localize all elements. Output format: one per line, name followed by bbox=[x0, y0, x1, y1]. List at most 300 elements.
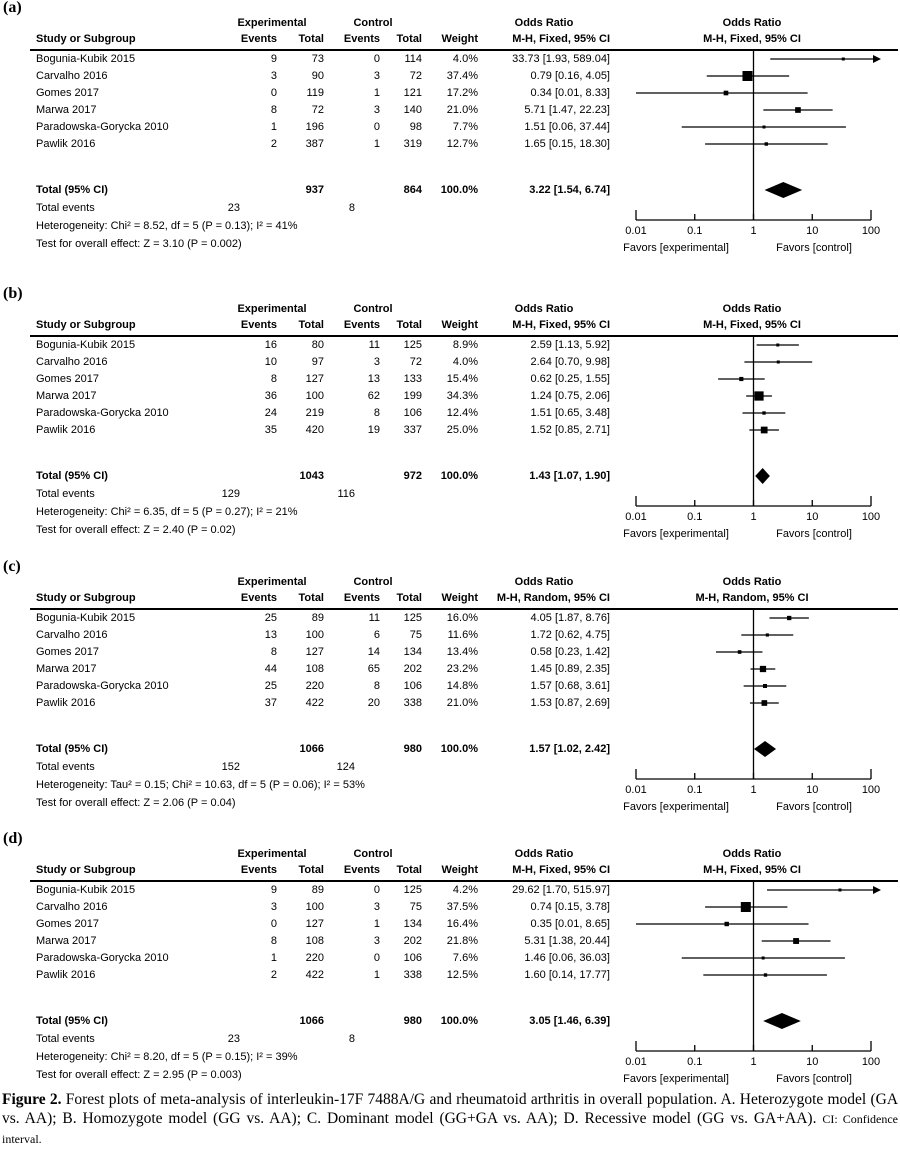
effect-marker bbox=[760, 666, 766, 672]
effect-marker bbox=[838, 889, 841, 892]
exp-events: 25 bbox=[264, 680, 277, 692]
group-header-row bbox=[30, 846, 898, 862]
weight: 11.6% bbox=[447, 629, 478, 641]
study-name: Marwa 2017 bbox=[36, 935, 97, 947]
ctrl-total: 338 bbox=[403, 697, 422, 709]
exp-total: 420 bbox=[305, 424, 324, 436]
ctrl-events: 0 bbox=[373, 121, 380, 133]
figure-caption-note: CI: Confidence interval. bbox=[2, 1112, 899, 1146]
exp-events: 37 bbox=[264, 697, 277, 709]
study-name: Paradowska-Gorycka 2010 bbox=[36, 121, 169, 133]
ctrl-events: 3 bbox=[373, 70, 380, 82]
x-tick-label: 10 bbox=[806, 1056, 819, 1068]
odds-ratio-ci: 0.74 [0.15, 3.78] bbox=[530, 901, 610, 913]
x-tick-label: 1 bbox=[750, 784, 757, 796]
effect-marker bbox=[724, 91, 729, 96]
ctrl-total: 114 bbox=[404, 53, 422, 65]
group-header-row bbox=[30, 15, 898, 31]
forest-plot-c bbox=[616, 608, 900, 825]
forest-plot-d bbox=[616, 880, 900, 1097]
odds-ratio-ci: 1.45 [0.89, 2.35] bbox=[530, 663, 610, 675]
panel-label-b: (b) bbox=[3, 285, 23, 302]
x-tick-label: 100 bbox=[861, 225, 881, 237]
x-tick-label: 0.1 bbox=[687, 511, 703, 523]
study-name: Gomes 2017 bbox=[36, 373, 99, 385]
x-tick-label: 0.01 bbox=[625, 1056, 647, 1068]
overall-effect-text: Test for overall effect: Z = 3.10 (P = 0.002) bbox=[36, 238, 242, 250]
col-study: Study or Subgroup bbox=[36, 592, 136, 604]
odds-ratio-ci: 1.52 [0.85, 2.71] bbox=[530, 424, 610, 436]
x-tick-label: 0.1 bbox=[687, 1056, 703, 1068]
group-header-row bbox=[30, 574, 898, 590]
ctrl-total: 134 bbox=[403, 918, 422, 930]
exp-total: 119 bbox=[306, 87, 324, 99]
odds-ratio-ci: 1.60 [0.14, 17.77] bbox=[524, 969, 610, 981]
total-events-label: Total events bbox=[36, 1033, 95, 1045]
x-tick-label: 0.01 bbox=[625, 225, 647, 237]
figure-caption-label: Figure 2. bbox=[2, 1091, 62, 1108]
ctrl-events: 3 bbox=[373, 901, 380, 913]
exp-events: 8 bbox=[270, 373, 277, 385]
pooled-diamond bbox=[765, 182, 803, 198]
odds-ratio-ci: 33.73 [1.93, 589.04] bbox=[512, 53, 610, 65]
ctrl-events: 11 bbox=[368, 339, 380, 351]
odds-ratio-ci: 1.46 [0.06, 36.03] bbox=[524, 952, 610, 964]
col-study: Study or Subgroup bbox=[36, 864, 136, 876]
ctrl-events: 1 bbox=[373, 969, 380, 981]
col-events: Events bbox=[343, 592, 380, 604]
study-name: Marwa 2017 bbox=[36, 663, 97, 675]
x-tick-label: 0.1 bbox=[687, 784, 703, 796]
col-events: Events bbox=[240, 592, 277, 604]
total-exp-total: 1066 bbox=[299, 743, 324, 755]
exp-total: 422 bbox=[305, 697, 324, 709]
weight: 12.4% bbox=[446, 407, 478, 419]
exp-events: 3 bbox=[270, 70, 277, 82]
exp-events: 2 bbox=[270, 138, 277, 150]
exp-events: 1 bbox=[270, 952, 277, 964]
col-effect-method-plot: M-H, Fixed, 95% CI bbox=[703, 864, 801, 876]
col-group-odds-ratio: Odds Ratio bbox=[514, 17, 574, 29]
col-effect-method: M-H, Fixed, 95% CI bbox=[512, 33, 610, 45]
total-events-exp: 23 bbox=[227, 1033, 240, 1045]
ctrl-events: 0 bbox=[373, 884, 380, 896]
col-group-experimental: Experimental bbox=[237, 576, 307, 588]
total-weight: 100.0% bbox=[440, 1015, 478, 1027]
exp-total: 80 bbox=[311, 339, 324, 351]
study-name: Bogunia-Kubik 2015 bbox=[36, 884, 136, 896]
exp-total: 73 bbox=[311, 53, 324, 65]
ctrl-events: 1 bbox=[373, 918, 380, 930]
ctrl-total: 72 bbox=[409, 356, 422, 368]
weight: 37.4% bbox=[446, 70, 478, 82]
total-events-ctrl: 8 bbox=[348, 202, 355, 214]
col-effect-method-plot: M-H, Fixed, 95% CI bbox=[703, 319, 801, 331]
x-tick-label: 1 bbox=[750, 225, 757, 237]
effect-marker bbox=[738, 650, 742, 654]
weight: 4.0% bbox=[452, 53, 478, 65]
favors-left-label: Favors [experimental] bbox=[623, 242, 729, 254]
ctrl-events: 8 bbox=[373, 407, 380, 419]
ctrl-total: 337 bbox=[403, 424, 422, 436]
weight: 14.8% bbox=[446, 680, 478, 692]
odds-ratio-ci: 0.35 [0.01, 8.65] bbox=[530, 918, 610, 930]
study-name: Paradowska-Gorycka 2010 bbox=[36, 680, 169, 692]
exp-total: 127 bbox=[305, 918, 324, 930]
total-events-label: Total events bbox=[36, 761, 95, 773]
col-group-experimental: Experimental bbox=[237, 848, 307, 860]
heterogeneity-text: Heterogeneity: Tau² = 0.15; Chi² = 10.63, df = 5 (P = 0.06); I² = 53% bbox=[36, 779, 365, 791]
odds-ratio-ci: 1.51 [0.06, 37.44] bbox=[524, 121, 610, 133]
weight: 12.5% bbox=[446, 969, 478, 981]
total-odds-ratio-ci: 3.05 [1.46, 6.39] bbox=[529, 1015, 610, 1027]
figure-caption-text: Forest plots of meta-analysis of interleukin-17F 7488A/G and rheumatoid arthritis in overall population. A. Heterozygote model (GA vs. AA); B. Homozygote model (GG vs. AA); C. Dominant model (GG+GA vs. AA); D. Recessive model (GG vs. GA+AA). bbox=[2, 1091, 899, 1127]
total-exp-total: 937 bbox=[305, 184, 324, 196]
x-tick-label: 0.01 bbox=[625, 784, 647, 796]
exp-events: 0 bbox=[270, 918, 277, 930]
x-tick-label: 10 bbox=[806, 784, 819, 796]
study-name: Carvalho 2016 bbox=[36, 629, 108, 641]
total-exp-total: 1043 bbox=[299, 470, 324, 482]
effect-marker bbox=[795, 107, 801, 113]
total-weight: 100.0% bbox=[440, 470, 478, 482]
total-events-ctrl: 116 bbox=[337, 488, 355, 500]
panel-label-c: (c) bbox=[3, 558, 21, 575]
study-name: Pawlik 2016 bbox=[36, 138, 96, 150]
ci-arrow-right bbox=[873, 886, 881, 894]
ctrl-events: 1 bbox=[373, 138, 380, 150]
ctrl-total: 319 bbox=[403, 138, 422, 150]
col-group-odds-ratio-plot: Odds Ratio bbox=[722, 303, 782, 315]
odds-ratio-ci: 0.79 [0.16, 4.05] bbox=[530, 70, 610, 82]
ctrl-events: 65 bbox=[367, 663, 380, 675]
total-odds-ratio-ci: 3.22 [1.54, 6.74] bbox=[529, 184, 610, 196]
exp-total: 422 bbox=[305, 969, 324, 981]
forest-panel-b bbox=[0, 285, 900, 546]
effect-marker bbox=[763, 126, 766, 129]
odds-ratio-ci: 4.05 [1.87, 8.76] bbox=[530, 612, 610, 624]
forest-plot-a bbox=[616, 49, 900, 266]
col-effect-method: M-H, Random, 95% CI bbox=[496, 592, 610, 604]
favors-right-label: Favors [control] bbox=[776, 528, 852, 540]
total-events-ctrl: 8 bbox=[348, 1033, 355, 1045]
col-study: Study or Subgroup bbox=[36, 319, 136, 331]
effect-marker bbox=[742, 71, 752, 81]
study-name: Gomes 2017 bbox=[36, 646, 99, 658]
ctrl-total: 125 bbox=[403, 339, 422, 351]
study-name: Marwa 2017 bbox=[36, 104, 97, 116]
total-events-label: Total events bbox=[36, 202, 95, 214]
exp-events: 2 bbox=[270, 969, 277, 981]
odds-ratio-ci: 5.31 [1.38, 20.44] bbox=[524, 935, 610, 947]
col-total: Total bbox=[396, 592, 422, 604]
col-study: Study or Subgroup bbox=[36, 33, 136, 45]
exp-events: 35 bbox=[264, 424, 277, 436]
col-effect-method: M-H, Fixed, 95% CI bbox=[512, 319, 610, 331]
study-name: Pawlik 2016 bbox=[36, 424, 96, 436]
ctrl-events: 0 bbox=[373, 952, 380, 964]
weight: 13.4% bbox=[446, 646, 478, 658]
exp-events: 36 bbox=[264, 390, 277, 402]
effect-marker bbox=[766, 633, 769, 636]
ctrl-events: 62 bbox=[367, 390, 380, 402]
total-odds-ratio-ci: 1.43 [1.07, 1.90] bbox=[529, 470, 610, 482]
col-effect-method-plot: M-H, Random, 95% CI bbox=[695, 592, 809, 604]
ctrl-total: 338 bbox=[403, 969, 422, 981]
ctrl-total: 125 bbox=[403, 612, 422, 624]
col-total: Total bbox=[298, 864, 324, 876]
exp-events: 9 bbox=[270, 884, 277, 896]
column-header-row bbox=[30, 590, 898, 610]
weight: 16.0% bbox=[446, 612, 478, 624]
ctrl-total: 202 bbox=[403, 663, 422, 675]
total-events-exp: 129 bbox=[221, 488, 240, 500]
total-ctrl-total: 864 bbox=[403, 184, 422, 196]
col-weight: Weight bbox=[441, 864, 478, 876]
ctrl-events: 0 bbox=[373, 53, 380, 65]
figure-caption bbox=[2, 1090, 898, 1149]
exp-total: 127 bbox=[305, 646, 324, 658]
effect-marker bbox=[787, 616, 791, 620]
column-header-row bbox=[30, 862, 898, 882]
effect-marker bbox=[739, 377, 743, 381]
effect-marker bbox=[762, 700, 768, 706]
col-events: Events bbox=[343, 33, 380, 45]
study-name: Carvalho 2016 bbox=[36, 356, 108, 368]
weight: 21.0% bbox=[446, 697, 478, 709]
favors-left-label: Favors [experimental] bbox=[623, 1073, 729, 1085]
odds-ratio-ci: 1.72 [0.62, 4.75] bbox=[530, 629, 610, 641]
exp-total: 100 bbox=[305, 629, 324, 641]
ci-arrow-right bbox=[873, 55, 881, 63]
col-events: Events bbox=[240, 319, 277, 331]
total-label: Total (95% CI) bbox=[36, 184, 108, 196]
col-weight: Weight bbox=[441, 319, 478, 331]
exp-total: 108 bbox=[305, 935, 324, 947]
x-tick-label: 1 bbox=[750, 1056, 757, 1068]
weight: 7.6% bbox=[452, 952, 478, 964]
ctrl-total: 202 bbox=[403, 935, 422, 947]
ctrl-total: 106 bbox=[403, 952, 422, 964]
weight: 4.2% bbox=[452, 884, 478, 896]
weight: 37.5% bbox=[446, 901, 478, 913]
study-name: Bogunia-Kubik 2015 bbox=[36, 53, 136, 65]
weight: 7.7% bbox=[452, 121, 478, 133]
forest-plot-svg bbox=[616, 335, 900, 547]
col-total: Total bbox=[298, 33, 324, 45]
exp-total: 127 bbox=[305, 373, 324, 385]
exp-events: 0 bbox=[270, 87, 277, 99]
x-tick-label: 0.1 bbox=[687, 225, 703, 237]
ctrl-events: 6 bbox=[373, 629, 380, 641]
total-events-ctrl: 124 bbox=[336, 761, 355, 773]
ctrl-total: 98 bbox=[409, 121, 422, 133]
exp-events: 3 bbox=[270, 901, 277, 913]
study-name: Bogunia-Kubik 2015 bbox=[36, 612, 136, 624]
total-ctrl-total: 980 bbox=[403, 743, 422, 755]
weight: 12.7% bbox=[446, 138, 478, 150]
odds-ratio-ci: 0.62 [0.25, 1.55] bbox=[530, 373, 610, 385]
exp-total: 220 bbox=[305, 952, 324, 964]
effect-marker bbox=[754, 391, 763, 400]
total-label: Total (95% CI) bbox=[36, 1015, 108, 1027]
exp-total: 90 bbox=[311, 70, 324, 82]
exp-total: 387 bbox=[305, 138, 324, 150]
effect-marker bbox=[776, 344, 779, 347]
ctrl-events: 14 bbox=[367, 646, 380, 658]
odds-ratio-ci: 1.51 [0.65, 3.48] bbox=[530, 407, 610, 419]
effect-marker bbox=[763, 684, 767, 688]
forest-plot-b bbox=[616, 335, 900, 552]
ctrl-total: 106 bbox=[403, 407, 422, 419]
col-group-control: Control bbox=[353, 17, 393, 29]
study-name: Gomes 2017 bbox=[36, 918, 99, 930]
ctrl-total: 199 bbox=[403, 390, 422, 402]
effect-marker bbox=[842, 58, 845, 61]
study-name: Marwa 2017 bbox=[36, 390, 97, 402]
effect-marker bbox=[762, 957, 765, 960]
x-tick-label: 100 bbox=[861, 1056, 881, 1068]
col-group-odds-ratio: Odds Ratio bbox=[514, 576, 574, 588]
col-weight: Weight bbox=[441, 592, 478, 604]
exp-total: 196 bbox=[305, 121, 324, 133]
study-name: Carvalho 2016 bbox=[36, 70, 108, 82]
exp-total: 108 bbox=[305, 663, 324, 675]
total-odds-ratio-ci: 1.57 [1.02, 2.42] bbox=[529, 743, 610, 755]
col-weight: Weight bbox=[441, 33, 478, 45]
odds-ratio-ci: 1.65 [0.15, 18.30] bbox=[524, 138, 610, 150]
exp-total: 97 bbox=[311, 356, 324, 368]
weight: 16.4% bbox=[446, 918, 478, 930]
forest-panel-d bbox=[0, 830, 900, 1091]
col-events: Events bbox=[240, 864, 277, 876]
favors-right-label: Favors [control] bbox=[776, 1073, 852, 1085]
odds-ratio-ci: 0.34 [0.01, 8.33] bbox=[530, 87, 610, 99]
total-events-exp: 23 bbox=[227, 202, 240, 214]
pooled-diamond bbox=[754, 741, 776, 757]
weight: 23.2% bbox=[446, 663, 478, 675]
study-name: Paradowska-Gorycka 2010 bbox=[36, 407, 169, 419]
total-events-label: Total events bbox=[36, 488, 95, 500]
forest-plot-svg bbox=[616, 49, 900, 261]
effect-marker bbox=[741, 902, 751, 912]
exp-events: 1 bbox=[270, 121, 277, 133]
weight: 15.4% bbox=[446, 373, 478, 385]
weight: 34.3% bbox=[446, 390, 478, 402]
exp-events: 16 bbox=[264, 339, 277, 351]
total-weight: 100.0% bbox=[440, 743, 478, 755]
exp-total: 89 bbox=[311, 884, 324, 896]
col-group-odds-ratio-plot: Odds Ratio bbox=[722, 848, 782, 860]
heterogeneity-text: Heterogeneity: Chi² = 8.52, df = 5 (P = 0.13); I² = 41% bbox=[36, 220, 298, 232]
col-group-experimental: Experimental bbox=[237, 17, 307, 29]
col-group-odds-ratio-plot: Odds Ratio bbox=[722, 576, 782, 588]
favors-right-label: Favors [control] bbox=[776, 242, 852, 254]
forest-plot-svg bbox=[616, 880, 900, 1092]
heterogeneity-text: Heterogeneity: Chi² = 6.35, df = 5 (P = 0.27); I² = 21% bbox=[36, 506, 298, 518]
column-header-row bbox=[30, 317, 898, 337]
total-exp-total: 1066 bbox=[299, 1015, 324, 1027]
forest-plot-svg bbox=[616, 608, 900, 820]
x-tick-label: 100 bbox=[861, 511, 881, 523]
col-group-odds-ratio-plot: Odds Ratio bbox=[722, 17, 782, 29]
exp-events: 8 bbox=[270, 646, 277, 658]
exp-events: 9 bbox=[270, 53, 277, 65]
total-label: Total (95% CI) bbox=[36, 743, 108, 755]
weight: 21.0% bbox=[446, 104, 478, 116]
pooled-diamond bbox=[755, 468, 770, 484]
exp-total: 89 bbox=[311, 612, 324, 624]
col-group-experimental: Experimental bbox=[237, 303, 307, 315]
study-name: Bogunia-Kubik 2015 bbox=[36, 339, 136, 351]
odds-ratio-ci: 2.64 [0.70, 9.98] bbox=[530, 356, 610, 368]
exp-events: 44 bbox=[264, 663, 277, 675]
col-group-odds-ratio: Odds Ratio bbox=[514, 303, 574, 315]
col-group-control: Control bbox=[353, 576, 393, 588]
overall-effect-text: Test for overall effect: Z = 2.06 (P = 0.04) bbox=[36, 797, 236, 809]
ctrl-events: 13 bbox=[367, 373, 380, 385]
exp-events: 13 bbox=[264, 629, 277, 641]
favors-left-label: Favors [experimental] bbox=[623, 528, 729, 540]
total-weight: 100.0% bbox=[440, 184, 478, 196]
weight: 17.2% bbox=[446, 87, 478, 99]
col-events: Events bbox=[240, 33, 277, 45]
odds-ratio-ci: 1.24 [0.75, 2.06] bbox=[530, 390, 610, 402]
study-name: Paradowska-Gorycka 2010 bbox=[36, 952, 169, 964]
ctrl-total: 134 bbox=[403, 646, 422, 658]
study-name: Pawlik 2016 bbox=[36, 969, 96, 981]
odds-ratio-ci: 0.58 [0.23, 1.42] bbox=[530, 646, 610, 658]
ctrl-total: 72 bbox=[409, 70, 422, 82]
effect-marker bbox=[765, 142, 768, 145]
overall-effect-text: Test for overall effect: Z = 2.40 (P = 0.02) bbox=[36, 524, 236, 536]
col-events: Events bbox=[343, 319, 380, 331]
favors-right-label: Favors [control] bbox=[776, 801, 852, 813]
ctrl-total: 121 bbox=[403, 87, 422, 99]
col-events: Events bbox=[343, 864, 380, 876]
effect-marker bbox=[762, 411, 765, 414]
ctrl-events: 19 bbox=[367, 424, 380, 436]
odds-ratio-ci: 1.53 [0.87, 2.69] bbox=[530, 697, 610, 709]
panel-label-a: (a) bbox=[3, 0, 22, 16]
exp-total: 100 bbox=[305, 390, 324, 402]
pooled-diamond bbox=[763, 1013, 801, 1029]
group-header-row bbox=[30, 301, 898, 317]
col-group-control: Control bbox=[353, 303, 393, 315]
total-ctrl-total: 980 bbox=[403, 1015, 422, 1027]
study-name: Gomes 2017 bbox=[36, 87, 99, 99]
favors-left-label: Favors [experimental] bbox=[623, 801, 729, 813]
ctrl-total: 133 bbox=[403, 373, 422, 385]
exp-total: 220 bbox=[305, 680, 324, 692]
exp-events: 25 bbox=[264, 612, 277, 624]
total-label: Total (95% CI) bbox=[36, 470, 108, 482]
ctrl-events: 3 bbox=[373, 935, 380, 947]
odds-ratio-ci: 29.62 [1.70, 515.97] bbox=[512, 884, 610, 896]
exp-events: 10 bbox=[264, 356, 277, 368]
ctrl-total: 106 bbox=[403, 680, 422, 692]
heterogeneity-text: Heterogeneity: Chi² = 8.20, df = 5 (P = 0.15); I² = 39% bbox=[36, 1051, 298, 1063]
total-ctrl-total: 972 bbox=[403, 470, 422, 482]
odds-ratio-ci: 1.57 [0.68, 3.61] bbox=[530, 680, 610, 692]
weight: 4.0% bbox=[452, 356, 478, 368]
effect-marker bbox=[793, 938, 799, 944]
exp-events: 8 bbox=[270, 104, 277, 116]
col-total: Total bbox=[396, 864, 422, 876]
ctrl-events: 8 bbox=[373, 680, 380, 692]
col-effect-method: M-H, Fixed, 95% CI bbox=[512, 864, 610, 876]
panel-label-d: (d) bbox=[3, 830, 23, 847]
